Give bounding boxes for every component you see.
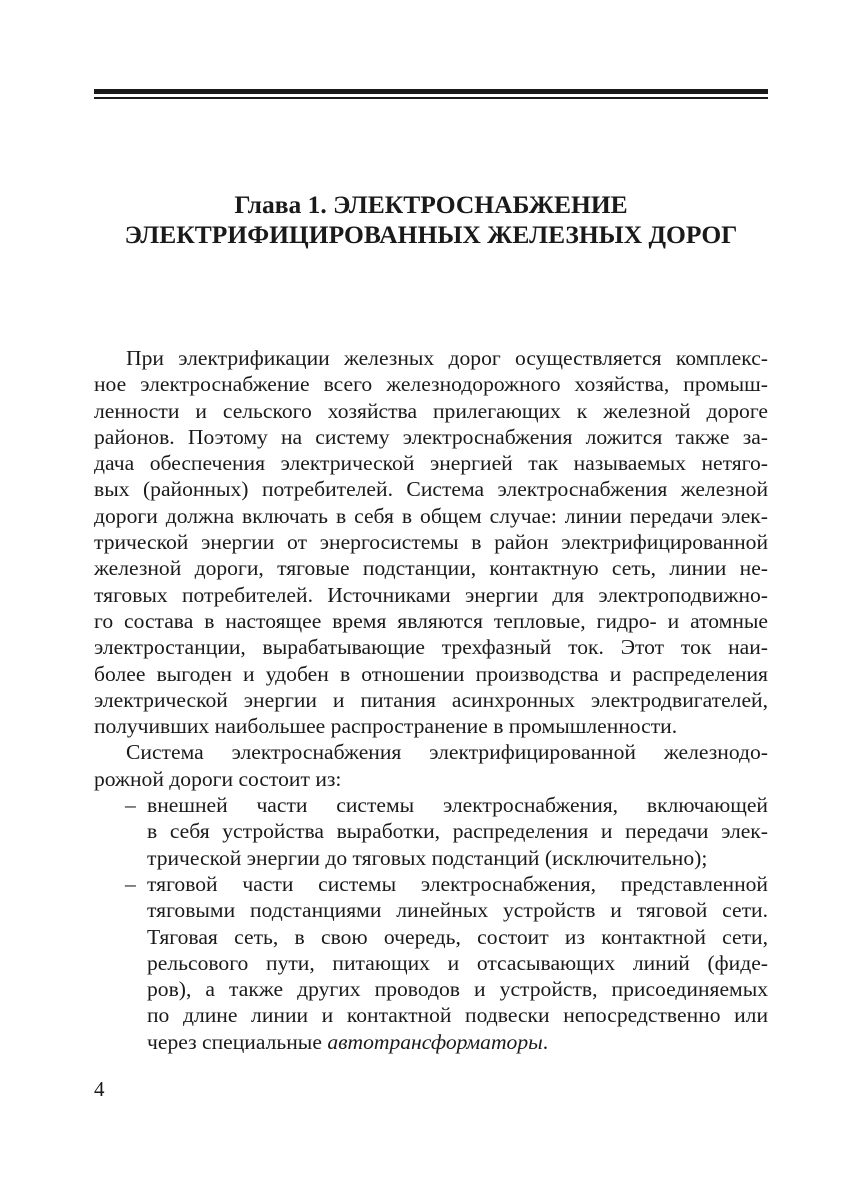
- text-line: При электрификации железных дорог осуществляется комплекс-: [126, 346, 768, 370]
- text-line: ленности и сельского хозяйства прилегающих к железной дороге: [94, 398, 768, 423]
- text-line: железной дороги, тяговые подстанции, контактную сеть, линии не-: [94, 556, 768, 581]
- text-line: тяговых потребителей. Источниками энергии для электроподвижно-: [94, 582, 768, 607]
- paragraph-composition: [94, 739, 768, 792]
- list-item-line: в себя устройства выработки, распределения и передачи элек-: [147, 819, 768, 844]
- paragraph-intro: [94, 345, 768, 739]
- text-line: электростанции, вырабатывающие трехфазный ток. Этот ток наи-: [94, 635, 768, 660]
- list-item-line: Тяговая сеть, в свою очередь, состоит из контактной сети,: [147, 924, 768, 949]
- list-item-line: [94, 792, 768, 818]
- text-line: электрической энергии и питания асинхронных электродвигателей,: [94, 687, 768, 712]
- text-line: районов. Поэтому на систему электроснабжения ложится также за-: [94, 424, 768, 449]
- text-line: ное электроснабжение всего железнодорожного хозяйства, промыш-: [94, 372, 768, 397]
- chapter-title-line-2: ЭЛЕКТРИФИЦИРОВАННЫХ ЖЕЛЕЗНЫХ ДОРОГ: [124, 220, 738, 249]
- list-item-line: трической энергии до тяговых подстанций (исключительно);: [147, 845, 708, 870]
- list-dash: –: [125, 871, 136, 896]
- text-line: рожной дороги состоит из:: [94, 766, 342, 791]
- text-suffix: .: [542, 1029, 549, 1054]
- list-item-line: ров), а также других проводов и устройств, присоединяемых: [147, 977, 768, 1002]
- chapter-title: [94, 190, 768, 250]
- header-rule-thin: [94, 97, 768, 99]
- text-line: более выгоден и удобен в отношении производства и распределения: [94, 661, 768, 686]
- list-dash: –: [125, 793, 136, 818]
- page-number: 4: [94, 1077, 105, 1101]
- body-text: [94, 345, 768, 1055]
- list-item-line: по длине линии и контактной подвески непосредственно или: [147, 1003, 768, 1028]
- text-line: го состава в настоящее время являются тепловые, гидро- и атомные: [94, 608, 768, 633]
- header-rule-thick: [94, 89, 768, 94]
- list-item-line: [94, 871, 768, 897]
- list-item-line: рельсового пути, питающих и отсасывающих линий (фиде-: [147, 950, 768, 975]
- list-item-text: тяговой части системы электроснабжения, представленной: [147, 871, 768, 896]
- text-line: Система электроснабжения электрифицированной железнодо-: [126, 740, 768, 765]
- list-traction-part: [94, 871, 768, 1055]
- text-line: получивших наибольшее распространение в промышленности.: [94, 714, 678, 739]
- text-prefix: через специальные: [147, 1029, 328, 1054]
- list-item-text: внешней части системы электроснабжения, включающей: [147, 793, 768, 818]
- chapter-title-line-1: Глава 1. ЭЛЕКТРОСНАБЖЕНИЕ: [234, 190, 628, 219]
- text-line: дача обеспечения электрической энергией так называемых нетяго-: [94, 451, 768, 476]
- text-line: трической энергии от энергосистемы в район электрифицированной: [94, 530, 768, 555]
- list-item-line: [94, 1029, 768, 1055]
- list-external-part: [94, 792, 768, 871]
- text-line: дороги должна включать в себя в общем случае: линии передачи элек-: [94, 503, 768, 528]
- italic-term: автотрансформаторы: [327, 1029, 543, 1054]
- text-line: вых (районных) потребителей. Система электроснабжения железной: [94, 477, 768, 502]
- list-item-line: тяговыми подстанциями линейных устройств и тяговой сети.: [147, 898, 768, 923]
